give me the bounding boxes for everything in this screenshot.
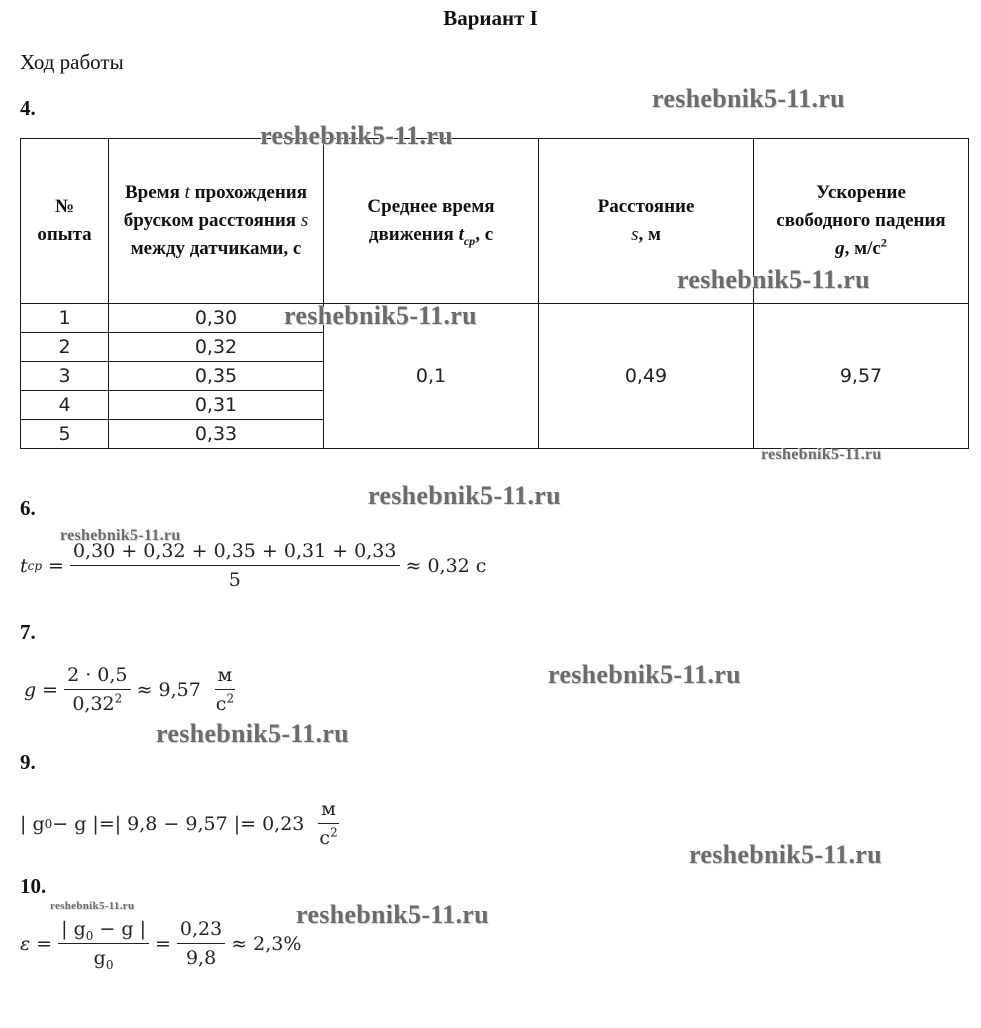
header-experiment-number	[21, 139, 109, 304]
f10-num	[58, 918, 149, 944]
watermark: reshebnik5-11.ru	[284, 301, 477, 330]
f10-eq2: =	[154, 932, 171, 955]
watermark: reshebnik5-11.ru	[677, 265, 870, 294]
page-title: Вариант I	[443, 6, 538, 30]
intro-heading: Ход работы	[20, 50, 124, 74]
row-time: 0,35	[109, 362, 324, 391]
f9-unit-sup: 2	[330, 825, 338, 840]
row-number: 2	[21, 333, 109, 362]
f9-unit-den-base: с	[319, 827, 331, 849]
formula-absolute-error: | g 0 − g |=| 9,8 − 9,57 |= 0,23 $\frac{м}{с^2}$	[20, 798, 347, 849]
f9-unit-den	[316, 824, 340, 849]
f10-lhs: ε	[20, 932, 31, 955]
f10-fraction-2	[177, 918, 225, 969]
table-row	[21, 304, 969, 333]
f7-unit-num: м	[215, 664, 236, 690]
f6-denominator: 5	[228, 569, 241, 591]
f10-fraction-1	[58, 918, 149, 972]
f6-result: ≈ 0,32 с	[405, 554, 487, 577]
watermark: reshebnik5-11.ru	[548, 660, 741, 689]
f7-lhs: g	[24, 678, 37, 701]
header-col2-c: между датчиками, с	[130, 238, 302, 259]
f10-num-sub: 0	[85, 928, 94, 943]
acceleration-value: 9,57	[754, 304, 969, 449]
f10-result: ≈ 2,3%	[231, 932, 302, 955]
watermark: reshebnik5-11.ru	[689, 840, 882, 869]
header-col5-a: Ускорение свободного падения	[776, 182, 946, 231]
watermark: reshebnik5-11.ru	[60, 527, 181, 544]
f10-eq: =	[36, 932, 53, 955]
header-col5-g: g	[835, 238, 845, 259]
section-9-number: 9.	[20, 750, 36, 774]
header-col5-b: , м/с	[844, 238, 881, 259]
row-number: 5	[21, 420, 109, 449]
row-number: 3	[21, 362, 109, 391]
f10-num-a: | g	[61, 918, 86, 940]
f6-fraction	[70, 540, 400, 591]
header-col3-sub: ср	[463, 233, 476, 248]
header-col3-b: , с	[475, 224, 494, 245]
row-time: 0,30	[109, 304, 324, 333]
row-time: 0,33	[109, 420, 324, 449]
header-col2-s: s	[300, 210, 309, 231]
header-col5-sup: 2	[880, 235, 887, 250]
f10-den	[91, 944, 117, 972]
header-col2-t: t	[184, 182, 190, 203]
f10-den2: 9,8	[185, 947, 217, 969]
row-number: 4	[21, 391, 109, 420]
f10-den-a: g	[93, 947, 106, 969]
section-4-number: 4.	[20, 96, 36, 120]
watermark: reshebnik5-11.ru	[260, 121, 453, 150]
f6-eq: =	[48, 554, 64, 577]
f7-den-sup: 2	[114, 691, 123, 706]
average-time-value: 0,1	[324, 304, 539, 449]
header-col4-b: , м	[638, 224, 661, 245]
f7-denominator	[69, 690, 125, 715]
watermark: reshebnik5-11.ru	[761, 446, 882, 463]
f7-eq: =	[42, 678, 59, 701]
watermark: reshebnik5-11.ru	[156, 719, 349, 748]
f10-num2: 0,23	[177, 918, 225, 944]
f7-unit-sup: 2	[226, 691, 235, 706]
section-6-number: 6.	[20, 496, 36, 520]
f7-numerator: 2 · 0,5	[64, 664, 130, 690]
f6-lhs: t	[20, 554, 28, 577]
f9-unit	[316, 798, 340, 849]
section-10-number: 10.	[20, 874, 47, 898]
f7-fraction	[64, 664, 130, 715]
header-average-time	[324, 139, 539, 304]
formula-average-time: t ср = $\frac{0,30 + 0,32 + 0,35 + 0,31 + 0,33}{5}$ ≈ 0,32 с	[20, 540, 487, 591]
header-col2-b: прохождения бруском расстояния	[123, 182, 308, 231]
watermark: reshebnik5-11.ru	[296, 900, 489, 929]
formula-relative-error	[20, 918, 302, 972]
row-time: 0,31	[109, 391, 324, 420]
f9-expr-b: − g |=| 9,8 − 9,57 |= 0,23	[52, 812, 305, 835]
f9-unit-num: м	[318, 798, 339, 824]
f9-expr-a: | g	[20, 812, 45, 835]
formula-acceleration	[24, 664, 243, 715]
watermark: reshebnik5-11.ru	[50, 900, 135, 912]
f7-result: ≈ 9,57	[136, 678, 201, 701]
f7-unit-den	[213, 690, 237, 715]
f7-unit-den-base: с	[215, 693, 227, 715]
row-time: 0,32	[109, 333, 324, 362]
f7-unit	[213, 664, 237, 715]
f10-den-sub: 0	[105, 957, 114, 972]
header-col1-line1: №	[54, 196, 75, 217]
watermark: reshebnik5-11.ru	[368, 481, 561, 510]
row-number: 1	[21, 304, 109, 333]
f10-num-b: − g |	[93, 918, 146, 940]
header-col2-a: Время	[124, 182, 185, 203]
header-col4-a: Расстояние	[597, 196, 695, 217]
watermark: reshebnik5-11.ru	[652, 84, 845, 113]
header-col4-s: s	[631, 224, 639, 245]
section-7-number: 7.	[20, 620, 36, 644]
f6-numerator: 0,30 + 0,32 + 0,35 + 0,31 + 0,33	[70, 540, 400, 566]
header-time	[109, 139, 324, 304]
header-col1-line2: опыта	[37, 224, 92, 245]
header-col3-t: t	[458, 224, 464, 245]
f7-den-base: 0,32	[72, 693, 115, 715]
distance-value: 0,49	[539, 304, 754, 449]
header-col3-a: Среднее время движения	[367, 196, 495, 245]
